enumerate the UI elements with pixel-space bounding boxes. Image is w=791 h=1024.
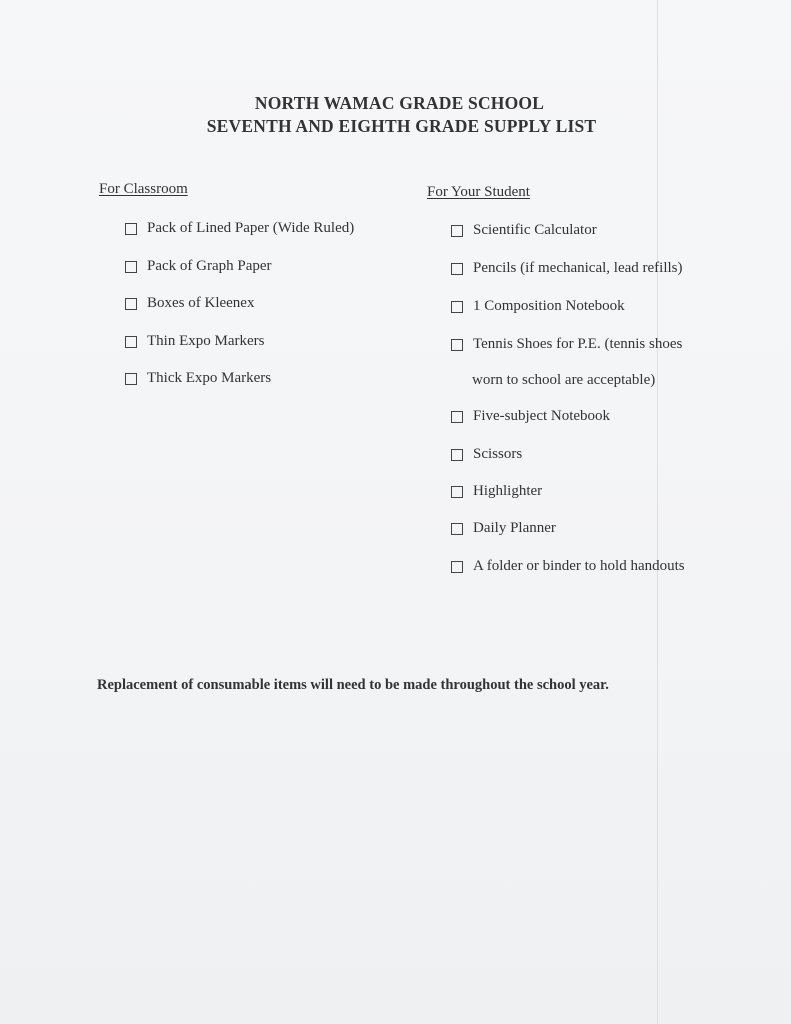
student-item [451,260,683,277]
student-item [451,483,542,500]
classroom-item [125,333,264,350]
student-item [451,446,522,463]
student-item [451,520,556,537]
classroom-item-label: Thin Expo Markers [147,333,265,349]
student-item-label: 1 Composition Notebook [473,298,625,314]
student-item-label: Five-subject Notebook [473,408,611,424]
student-item-label: Pencils (if mechanical, lead refills) [473,260,683,276]
student-item-label: A folder or binder to hold handouts [473,558,685,574]
classroom-item-label: Pack of Lined Paper (Wide Ruled) [147,220,355,236]
student-item-continuation: worn to school are acceptable) [472,372,656,388]
student-item-label: Scissors [473,446,523,462]
checkbox-icon[interactable] [451,486,463,498]
student-item [451,408,610,425]
student-item-label: Scientific Calculator [473,222,597,238]
classroom-item-label: Pack of Graph Paper [147,258,272,274]
student-item [451,558,685,575]
student-item [451,298,625,315]
student-item-label: Daily Planner [473,520,556,536]
student-item [451,336,682,353]
student-heading: For Your Student [427,184,530,200]
classroom-heading: For Classroom [99,181,188,197]
classroom-item [125,258,272,275]
classroom-item-label: Thick Expo Markers [147,370,272,386]
document-title: SEVENTH AND EIGHTH GRADE SUPPLY LIST [206,116,597,136]
classroom-item [125,220,354,237]
document-header [0,92,791,138]
checkbox-icon[interactable] [125,261,137,273]
student-item-label: Highlighter [473,483,543,499]
page-fold-line [657,0,658,1024]
student-item [451,222,597,239]
checkbox-icon[interactable] [125,373,137,385]
checkbox-icon[interactable] [125,223,137,235]
checkbox-icon[interactable] [125,298,137,310]
student-item-label: Tennis Shoes for P.E. (tennis shoes [473,336,683,352]
checkbox-icon[interactable] [451,225,463,237]
classroom-item [125,370,271,387]
classroom-item-label: Boxes of Kleenex [147,295,255,311]
checkbox-icon[interactable] [451,339,463,351]
classroom-item [125,295,254,312]
checkbox-icon[interactable] [451,561,463,573]
checkbox-icon[interactable] [451,411,463,423]
checkbox-icon[interactable] [125,336,137,348]
school-name: NORTH WAMAC GRADE SCHOOL [254,93,545,113]
checkbox-icon[interactable] [451,301,463,313]
checkbox-icon[interactable] [451,523,463,535]
checkbox-icon[interactable] [451,449,463,461]
checkbox-icon[interactable] [451,263,463,275]
footer-note: Replacement of consumable items will need to be made throughout the school year. [97,677,609,693]
